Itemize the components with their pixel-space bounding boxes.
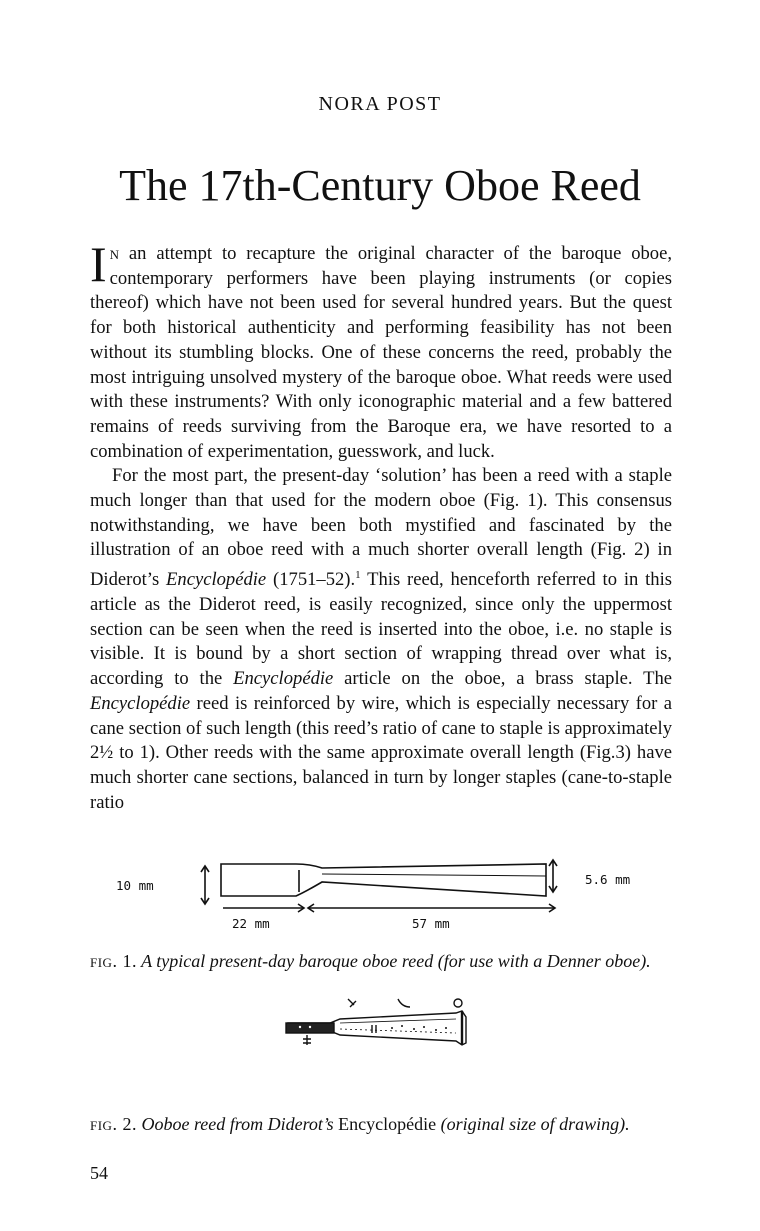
figure-1-caption (90, 951, 680, 972)
book-title: Encyclopédie (90, 692, 191, 714)
text-run: (1751–52). (266, 569, 356, 591)
text-run: For the most part, the present-day ‘solution’ has been a reed with a staple much longer than that used for the modern oboe (Fig. 1). This consensus notwithstanding, we have been both mystified and fascinated by the illustration of an oboe reed with a much shorter overall length (Fig. 2) in Diderot’s (90, 465, 672, 591)
text-run: This reed, henceforth referred to in this article as the Diderot reed, is easily recognized, since only the uppermost section can be seen when the reed is inserted into the oboe, i.e. no staple is visible. It is bound by a short section of wrapping thread over what is, according to the (90, 569, 672, 690)
dim-cane-label: 22 mm (232, 916, 270, 931)
figure-2-diderot-reed-drawing (0, 995, 760, 1067)
running-head: NORA POST (318, 93, 442, 115)
book-title: Encyclopédie (338, 1114, 437, 1134)
dim-staple-label: 57 mm (412, 916, 450, 931)
dim-tip-label: 5.6 mm (585, 872, 631, 887)
dim-height-label: 10 mm (116, 878, 154, 893)
footnote-ref[interactable]: 1 (355, 569, 361, 582)
book-title: Encyclopédie (166, 569, 267, 591)
drop-cap: I (90, 236, 107, 292)
book-title: Encyclopédie (233, 668, 334, 690)
paragraph-1-text: an attempt to recapture the original character of the baroque oboe, contemporary performers have been playing instruments (or copies thereof) which have not been used for several hundred years. But the quest for both historical authenticity and performing feasibility has not been without its stumbling blocks. One of these concerns the reed, probably the most intriguing unsolved mystery of the baroque oboe. What reeds were used with these instruments? With only iconographic material and a few battered remains of reeds surviving from the Baroque era, we have resorted to a combination of experimentation, guesswork, and luck. (90, 243, 672, 462)
article-body (90, 236, 672, 815)
article-title: The 17th-Century Oboe Reed (119, 161, 641, 210)
figure-label: fig. 1. (90, 951, 137, 971)
paragraph-2 (90, 464, 672, 815)
page-number: 54 (90, 1163, 108, 1183)
text-run: article on the oboe, a brass staple. The (333, 668, 672, 690)
lead-in-smallcaps: n (109, 243, 120, 264)
caption-text: (original size of drawing). (436, 1114, 630, 1134)
caption-text: A typical present-day baroque oboe reed (for use with a Denner oboe). (136, 951, 651, 971)
paragraph-1 (90, 236, 672, 464)
text-run: reed is reinforced by wire, which is especially necessary for a cane section of such length (this reed’s ratio of cane to staple is approximately 2½ to 1). Other reeds with the same approximate overall length (Fig.3) have much shorter cane sections, balanced in turn by longer staples (cane-to-staple ratio (90, 692, 672, 813)
figure-2-caption (90, 1114, 680, 1135)
figure-1-reed-diagram (0, 852, 760, 937)
figure-label: fig. 2. (90, 1114, 137, 1134)
caption-text: Ooboe reed from Diderot’s (136, 1114, 339, 1134)
